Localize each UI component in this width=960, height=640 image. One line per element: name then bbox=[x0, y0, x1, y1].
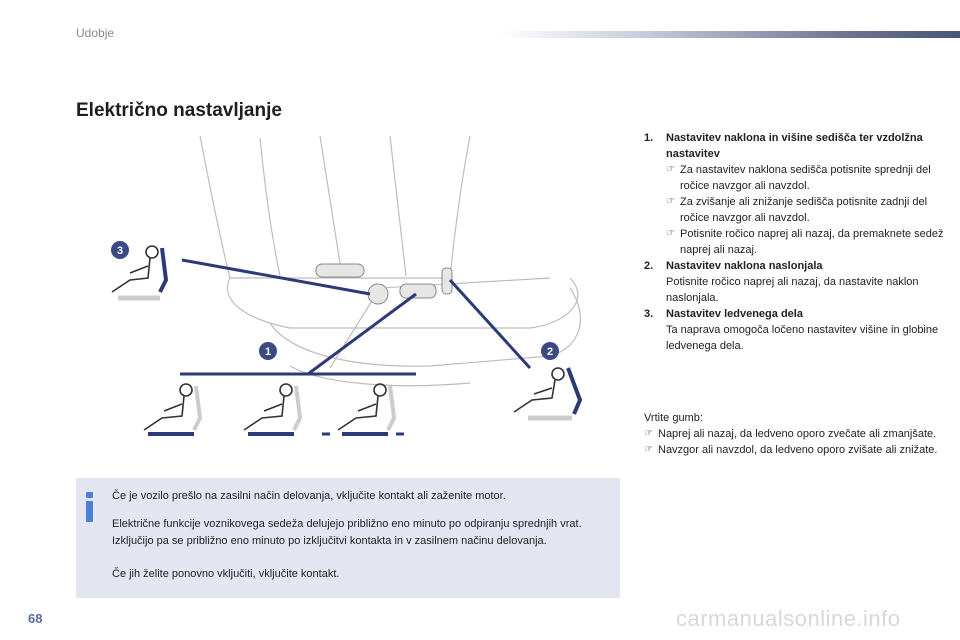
callout-1-label: 1 bbox=[264, 346, 272, 358]
pointer-icon: ☞ bbox=[666, 228, 675, 239]
lumbar-knob bbox=[368, 284, 388, 304]
knob-instructions bbox=[644, 410, 944, 458]
seat-adjust-lever bbox=[400, 284, 436, 298]
info-box bbox=[76, 478, 620, 598]
instruction-number: 2. bbox=[644, 260, 654, 272]
seat-backrest-seam bbox=[260, 138, 280, 276]
bullet-text: Za zvišanje ali znižanje sedišča potisnite zadnji del ročice navzgor ali navzdol. bbox=[680, 196, 928, 224]
page-number: 68 bbox=[28, 611, 43, 626]
knob-intro: Vrtite gumb: bbox=[644, 412, 703, 424]
bullet-text: Navzgor ali navzdol, da ledveno oporo zvišate ali znižate. bbox=[658, 444, 938, 456]
instruction-item-3 bbox=[644, 306, 944, 354]
pointer-icon: ☞ bbox=[666, 164, 675, 175]
instruction-item-2 bbox=[644, 258, 944, 306]
instruction-bullet bbox=[666, 162, 944, 194]
backrest-pictogram bbox=[514, 368, 580, 418]
instruction-bullet bbox=[666, 194, 944, 226]
instruction-text: Potisnite ročico naprej ali nazaj, da nastavite naklon naslonjala. bbox=[666, 276, 919, 304]
seat-handle-recess bbox=[316, 264, 364, 277]
callout-2 bbox=[541, 342, 559, 360]
callout-2-label: 2 bbox=[546, 346, 554, 358]
seat-backrest-seam bbox=[390, 136, 406, 276]
seat-backrest-seam bbox=[320, 136, 342, 276]
instruction-text: Ta naprava omogoča ločeno nastavitev višine in globine ledvenega dela. bbox=[666, 324, 939, 352]
page-title: Električno nastavljanje bbox=[76, 100, 282, 121]
seat-slide-pictogram bbox=[322, 384, 404, 434]
callout-3-label: 3 bbox=[116, 245, 124, 257]
header-bar bbox=[500, 31, 960, 38]
watermark: carmanualsonline.info bbox=[676, 606, 901, 631]
bullet-text: Za nastavitev naklona sedišča potisnite sprednji del ročice navzgor ali navzdol. bbox=[680, 164, 931, 192]
bullet-text: Naprej ali nazaj, da ledveno oporo zvečate ali zmanjšate. bbox=[658, 428, 937, 440]
pointer-icon: ☞ bbox=[644, 428, 653, 439]
instruction-number: 1. bbox=[644, 132, 654, 144]
instruction-bullet bbox=[666, 226, 944, 258]
seat-backrest-outline bbox=[200, 136, 470, 278]
info-text-1: Če je vozilo prešlo na zasilni način delovanja, vključite kontakt ali zaženite motor. bbox=[112, 490, 506, 502]
pointer-icon: ☞ bbox=[666, 196, 675, 207]
section-label: Udobje bbox=[76, 26, 115, 40]
instruction-number: 3. bbox=[644, 308, 654, 320]
seat-tilt-pictogram bbox=[144, 384, 200, 434]
seat-height-pictogram bbox=[244, 384, 300, 434]
instruction-title: Nastavitev naklona in višine sedišča ter vzdolžna nastavitev bbox=[666, 132, 923, 160]
info-text-3: Če jih želite ponovno vključiti, vključite kontakt. bbox=[112, 568, 340, 580]
info-icon bbox=[85, 492, 94, 522]
callout-1 bbox=[259, 342, 277, 360]
bullet-text: Potisnite ročico naprej ali nazaj, da premaknete sedež naprej ali nazaj. bbox=[680, 228, 944, 256]
pointer-line-1 bbox=[308, 294, 416, 374]
instruction-title: Nastavitev ledvenega dela bbox=[666, 308, 803, 320]
pointer-line-2 bbox=[450, 280, 530, 368]
pointer-icon: ☞ bbox=[644, 444, 653, 455]
instructions-list bbox=[644, 130, 944, 354]
knob-bullet bbox=[644, 426, 944, 442]
info-text-2: Električne funkcije voznikovega sedeža delujejo približno eno minuto po odpiranju sprednjih vrat. Izključijo pa se približno eno minuto po izključitvi kontakta in v zasilnem načinu delovanja. bbox=[112, 518, 582, 547]
instruction-title: Nastavitev naklona naslonjala bbox=[666, 260, 823, 272]
seat-illustration bbox=[90, 128, 620, 458]
knob-bullet bbox=[644, 442, 944, 458]
callout-3 bbox=[111, 241, 129, 259]
instruction-item-1 bbox=[644, 130, 944, 258]
